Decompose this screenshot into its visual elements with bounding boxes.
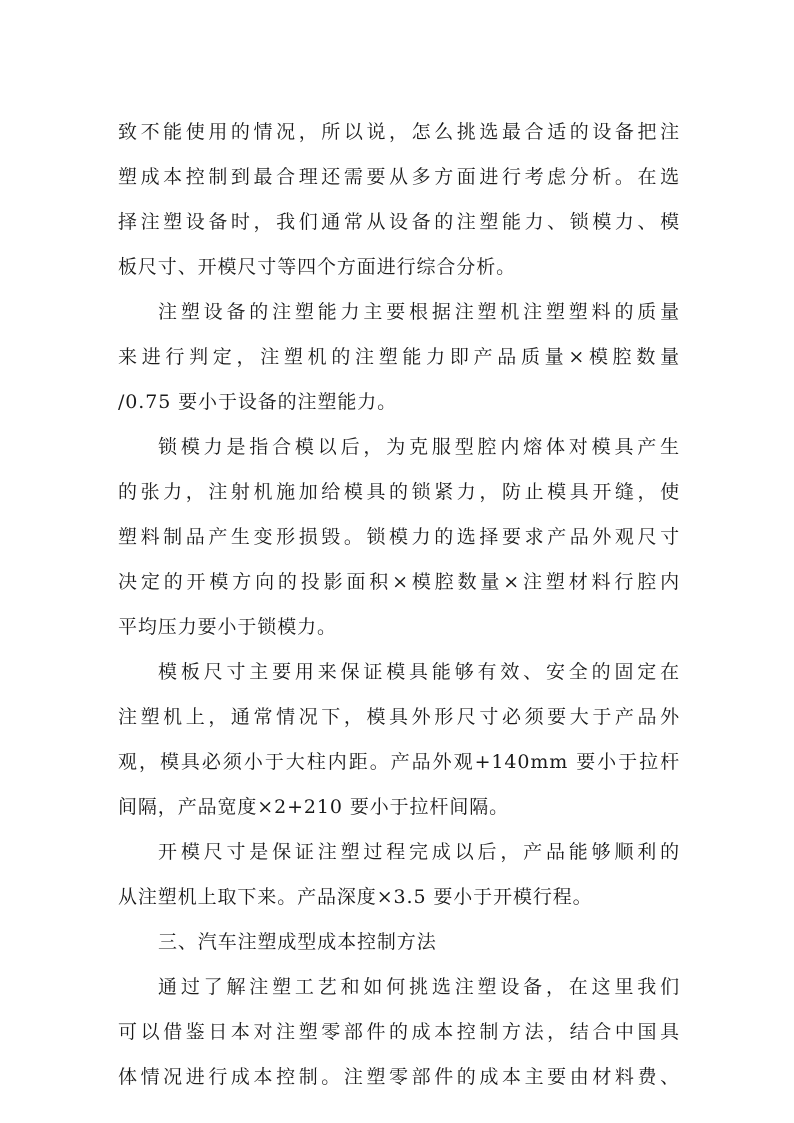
text-line: 决定的开模方向的投影面积×模腔数量×注塑材料行腔内	[118, 571, 680, 593]
text-line: 来进行判定，注塑机的注塑能力即产品质量×模腔数量	[118, 346, 680, 368]
text-line: 塑成本控制到最合理还需要从多方面进行考虑分析。在选	[118, 166, 680, 188]
body-text	[118, 110, 680, 1100]
paragraph-start-line: 注塑设备的注塑能力主要根据注塑机注塑塑料的质量	[158, 301, 680, 323]
text-line: 从注塑机上取下来。产品深度×3.5 要小于开模行程。	[118, 886, 593, 908]
paragraph-start-line: 通过了解注塑工艺和如何挑选注塑设备，在这里我们	[158, 976, 680, 998]
section-heading: 三、汽车注塑成型成本控制方法	[158, 931, 437, 953]
text-line: 板尺寸、开模尺寸等四个方面进行综合分析。	[118, 256, 517, 278]
text-line: 可以借鉴日本对注塑零部件的成本控制方法，结合中国具	[118, 1021, 680, 1043]
paragraph-start-line: 锁模力是指合模以后，为克服型腔内熔体对模具产生	[158, 436, 680, 458]
text-line: 体情况进行成本控制。注塑零部件的成本主要由材料费、	[118, 1066, 680, 1088]
paragraph-start-line: 开模尺寸是保证注塑过程完成以后，产品能够顺利的	[158, 841, 680, 863]
text-line: 观，模具必须小于大柱内距。产品外观+140mm 要小于拉杆	[118, 751, 680, 773]
text-line: 平均压力要小于锁模力。	[118, 616, 337, 638]
paragraph-start-line: 模板尺寸主要用来保证模具能够有效、安全的固定在	[158, 661, 680, 683]
text-line: 注塑机上，通常情况下，模具外形尺寸必须要大于产品外	[118, 706, 680, 728]
text-line: 致不能使用的情况，所以说，怎么挑选最合适的设备把注	[118, 121, 680, 143]
text-line: 间隔，产品宽度×2+210 要小于拉杆间隔。	[118, 796, 510, 818]
text-line: /0.75 要小于设备的注塑能力。	[118, 391, 398, 413]
text-line: 塑料制品产生变形损毁。锁模力的选择要求产品外观尺寸	[118, 526, 680, 548]
text-line: 的张力，注射机施加给模具的锁紧力，防止模具开缝，使	[118, 481, 680, 503]
text-line: 择注塑设备时，我们通常从设备的注塑能力、锁模力、模	[118, 211, 680, 233]
